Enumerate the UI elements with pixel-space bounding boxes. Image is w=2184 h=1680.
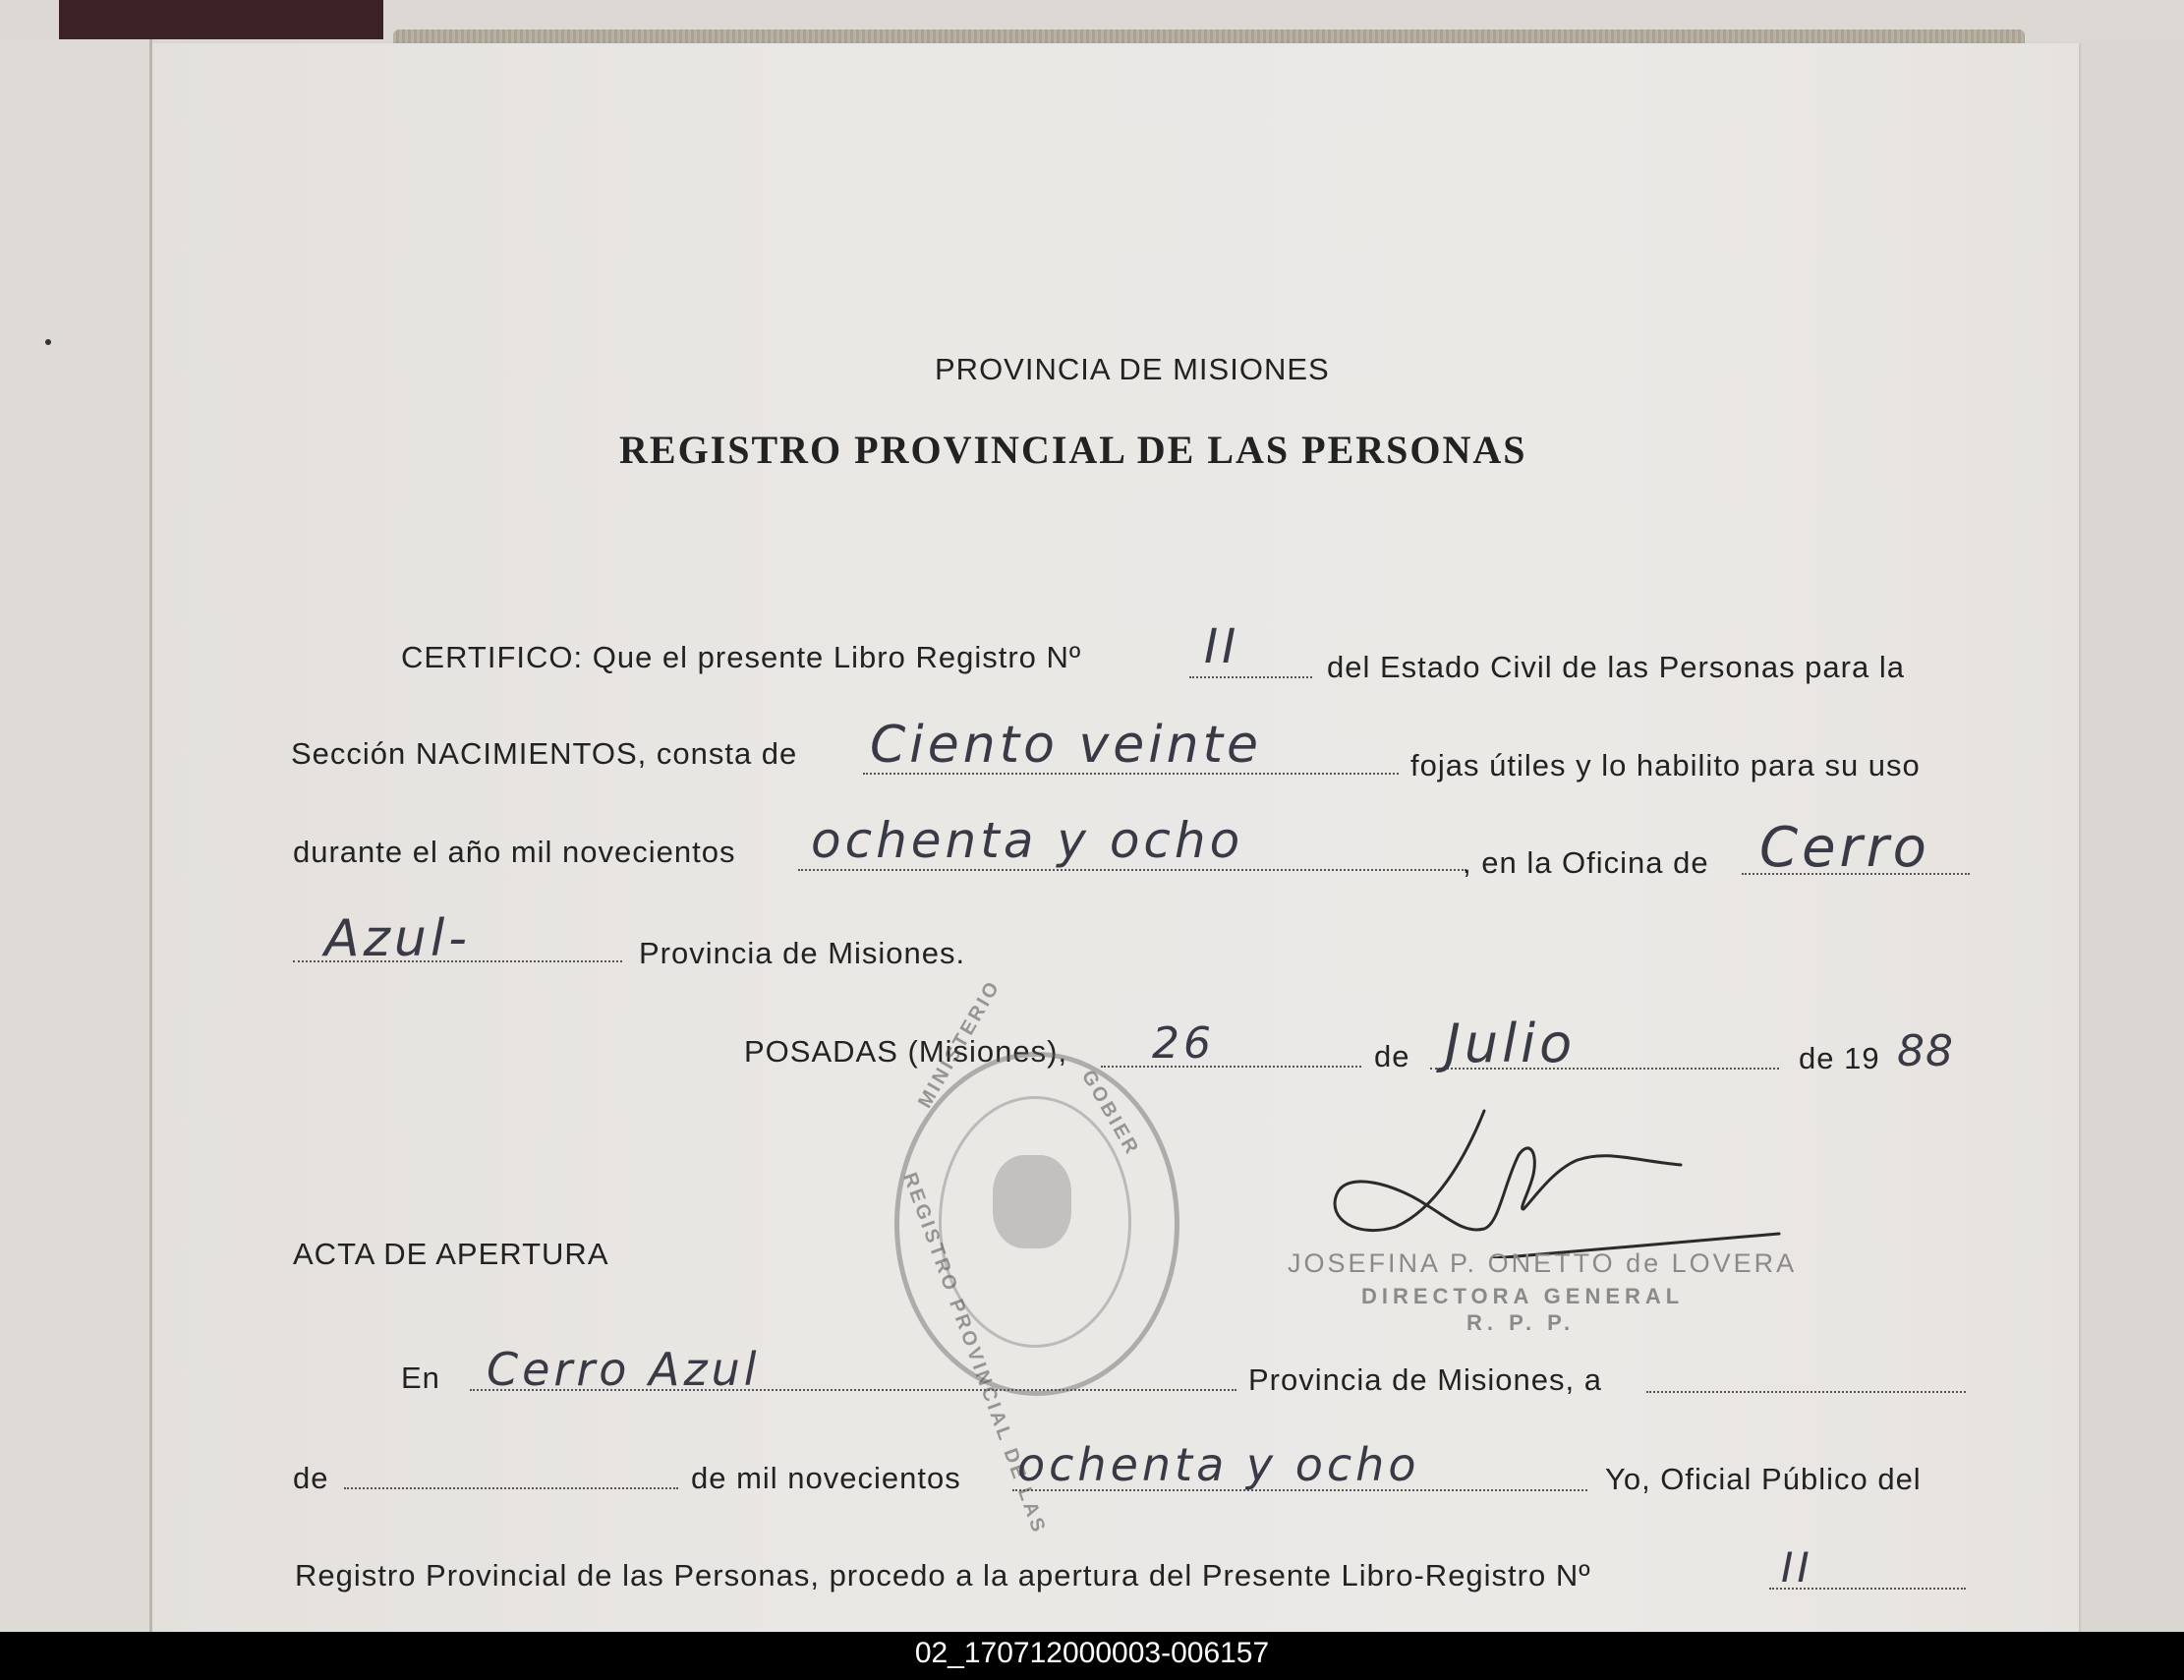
left-page: [0, 39, 152, 1632]
scan-id: 02_170712000003-006157: [914, 1637, 1270, 1669]
acta-en: En: [401, 1361, 440, 1395]
handwritten-month: Julio: [1445, 1013, 1577, 1074]
acta-yo: Yo, Oficial Público del: [1605, 1462, 1922, 1496]
cert-line3-a: durante el año mil novecientos: [293, 835, 736, 869]
acta-mil: de mil novecientos: [691, 1461, 961, 1495]
blank-line: [1189, 676, 1312, 678]
background-right: [2079, 39, 2184, 1632]
signatory-office: R. P. P.: [1466, 1310, 1576, 1335]
dateline-de2: de 19: [1799, 1041, 1880, 1075]
blank-line: [344, 1487, 678, 1489]
acta-title: ACTA DE APERTURA: [293, 1237, 609, 1271]
handwritten-year-words: ochenta y ocho: [811, 812, 1244, 869]
blank-line: [1646, 1391, 1966, 1393]
handwritten-signature: [1317, 1101, 1789, 1258]
seal-text-right: GOBIER: [1076, 1067, 1144, 1160]
book-cover-edge: [59, 0, 383, 39]
cert-line1-b: del Estado Civil de las Personas para la: [1327, 650, 1905, 684]
registry-title: REGISTRO PROVINCIAL DE LAS PERSONAS: [619, 428, 1527, 472]
handwritten-acta-year: ochenta y ocho: [1017, 1438, 1420, 1491]
handwritten-year-digits: 88: [1897, 1026, 1954, 1076]
signatory-name: JOSEFINA P. ONETTO de LOVERA: [1288, 1248, 1798, 1278]
cert-line2-a: Sección NACIMIENTOS, consta de: [291, 736, 798, 771]
seal-text-ring: REGISTRO PROVINCIAL DE LAS: [898, 1170, 1051, 1537]
province-title: PROVINCIA DE MISIONES: [935, 352, 1330, 386]
handwritten-office-2: Azul-: [324, 909, 472, 968]
acta-province: Provincia de Misiones, a: [1248, 1362, 1602, 1397]
signatory-role: DIRECTORA GENERAL: [1361, 1284, 1685, 1308]
acta-de: de: [293, 1461, 329, 1495]
seal-text-top: MINISTERIO: [914, 975, 1006, 1112]
cert-line3-b: , en la Oficina de: [1463, 845, 1709, 880]
handwritten-day: 26: [1152, 1018, 1215, 1069]
seal-emblem-icon: [993, 1155, 1071, 1248]
cert-line1-a: CERTIFICO: Que el presente Libro Registro Nº: [401, 640, 1082, 674]
handwritten-acta-book-no: II: [1781, 1543, 1813, 1592]
cert-line2-b: fojas útiles y lo habilito para su uso: [1410, 748, 1921, 782]
cert-line4: Provincia de Misiones.: [639, 936, 966, 970]
handwritten-pages: Ciento veinte: [870, 716, 1262, 775]
blank-line: [1101, 1066, 1361, 1068]
acta-last-line: Registro Provincial de las Personas, procedo a la apertura del Presente Libro-Registro Nº: [295, 1558, 1591, 1593]
handwritten-acta-place: Cerro Azul: [487, 1343, 761, 1396]
blank-line: [798, 869, 1466, 871]
dateline-de1: de: [1374, 1039, 1410, 1073]
dateline-place: POSADAS (Misiones),: [744, 1034, 1068, 1069]
page-mark: [45, 339, 51, 345]
handwritten-office-1: Cerro: [1759, 816, 1930, 880]
handwritten-book-no: II: [1204, 619, 1240, 674]
